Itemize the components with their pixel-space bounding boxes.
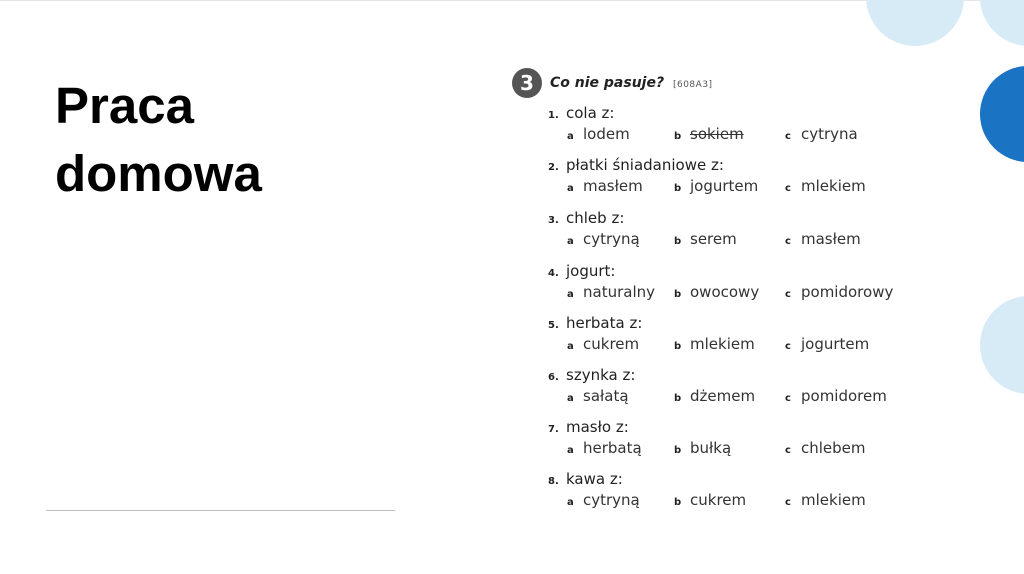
slide-title-line1: Praca — [55, 77, 194, 134]
option-text: bułką — [690, 439, 732, 457]
option-a — [567, 230, 640, 248]
option-c — [785, 387, 887, 405]
question-prompt — [548, 209, 624, 227]
option-letter: a — [567, 131, 574, 142]
option-c — [785, 177, 866, 195]
exercise-title-text: Co nie pasuje? — [550, 75, 665, 91]
question-prompt — [548, 418, 629, 436]
option-letter: b — [674, 393, 682, 404]
question-text: cola z: — [566, 104, 615, 122]
option-text: jogurtem — [690, 177, 759, 195]
option-text: chlebem — [801, 439, 866, 457]
option-letter: c — [785, 131, 791, 142]
option-text: masłem — [801, 230, 861, 248]
option-text: serem — [690, 230, 737, 248]
option-b — [674, 387, 755, 405]
question-text: jogurt: — [566, 262, 616, 280]
option-text: masłem — [583, 177, 643, 195]
option-b — [674, 335, 755, 353]
option-letter: b — [674, 183, 682, 194]
question-number: 6. — [548, 372, 559, 383]
option-letter: c — [785, 497, 791, 508]
option-a — [567, 177, 643, 195]
option-letter: a — [567, 236, 574, 247]
option-b — [674, 177, 758, 195]
question-prompt — [548, 156, 724, 174]
option-b — [674, 491, 746, 509]
option-letter: b — [674, 289, 682, 300]
option-c — [785, 491, 866, 509]
option-letter: c — [785, 445, 791, 456]
option-text: herbatą — [583, 439, 642, 457]
option-text: jogurtem — [801, 335, 870, 353]
option-c — [785, 230, 861, 248]
option-text: mlekiem — [690, 335, 755, 353]
option-letter: a — [567, 341, 574, 352]
exercise-number-badge: 3 — [512, 68, 542, 98]
question-text: chleb z: — [566, 209, 625, 227]
option-a — [567, 439, 642, 457]
option-c — [785, 125, 858, 143]
option-text: lodem — [583, 125, 630, 143]
option-letter: a — [567, 497, 574, 508]
option-c — [785, 283, 893, 301]
option-a — [567, 491, 640, 509]
decorative-circle-blue — [980, 66, 1024, 162]
option-text: owocowy — [690, 283, 760, 301]
option-text: cytryną — [583, 491, 640, 509]
option-letter: b — [674, 131, 682, 142]
option-letter: a — [567, 445, 574, 456]
option-a — [567, 387, 629, 405]
question-number: 1. — [548, 110, 559, 121]
option-a — [567, 125, 630, 143]
exercise-code: [608A3] — [672, 80, 713, 90]
option-text-crossed-out: sokiem — [690, 125, 744, 143]
title-divider — [46, 510, 395, 511]
decorative-circle-light-1 — [866, 0, 964, 46]
option-text: pomidorowy — [801, 283, 894, 301]
question-prompt — [548, 470, 623, 488]
option-letter: a — [567, 183, 574, 194]
option-text: cukrem — [690, 491, 747, 509]
option-letter: a — [567, 393, 574, 404]
decorative-circle-light-2 — [980, 0, 1024, 46]
question-text: herbata z: — [566, 314, 643, 332]
option-b — [674, 230, 737, 248]
option-text: cukrem — [583, 335, 640, 353]
option-letter: c — [785, 393, 791, 404]
question-text: kawa z: — [566, 470, 623, 488]
question-prompt — [548, 366, 635, 384]
option-a — [567, 283, 655, 301]
question-number: 3. — [548, 215, 559, 226]
question-text: masło z: — [566, 418, 629, 436]
option-text: pomidorem — [801, 387, 887, 405]
question-prompt — [548, 262, 615, 280]
option-c — [785, 335, 869, 353]
option-letter: b — [674, 236, 682, 247]
option-text: naturalny — [583, 283, 655, 301]
option-letter: c — [785, 183, 791, 194]
slide-title-line2: domowa — [55, 145, 262, 202]
option-letter: a — [567, 289, 574, 300]
option-b — [674, 125, 744, 143]
option-text: mlekiem — [801, 491, 866, 509]
option-text: dżemem — [690, 387, 756, 405]
option-letter: c — [785, 289, 791, 300]
option-b — [674, 283, 759, 301]
slide-title — [55, 72, 435, 208]
question-prompt — [548, 314, 642, 332]
option-text: cytryną — [583, 230, 640, 248]
option-letter: b — [674, 341, 682, 352]
option-a — [567, 335, 639, 353]
option-letter: c — [785, 341, 791, 352]
option-text: cytryna — [801, 125, 858, 143]
question-prompt — [548, 104, 614, 122]
option-b — [674, 439, 731, 457]
option-text: sałatą — [583, 387, 629, 405]
exercise-image — [510, 66, 950, 526]
question-number: 2. — [548, 162, 559, 173]
option-letter: b — [674, 497, 682, 508]
question-text: szynka z: — [566, 366, 636, 384]
question-text: płatki śniadaniowe z: — [566, 156, 724, 174]
question-number: 7. — [548, 424, 559, 435]
option-letter: b — [674, 445, 682, 456]
question-number: 8. — [548, 476, 559, 487]
option-letter: c — [785, 236, 791, 247]
question-number: 5. — [548, 320, 559, 331]
option-c — [785, 439, 866, 457]
exercise-title — [550, 75, 713, 91]
question-number: 4. — [548, 268, 559, 279]
option-text: mlekiem — [801, 177, 866, 195]
decorative-circle-light-3 — [980, 296, 1024, 394]
